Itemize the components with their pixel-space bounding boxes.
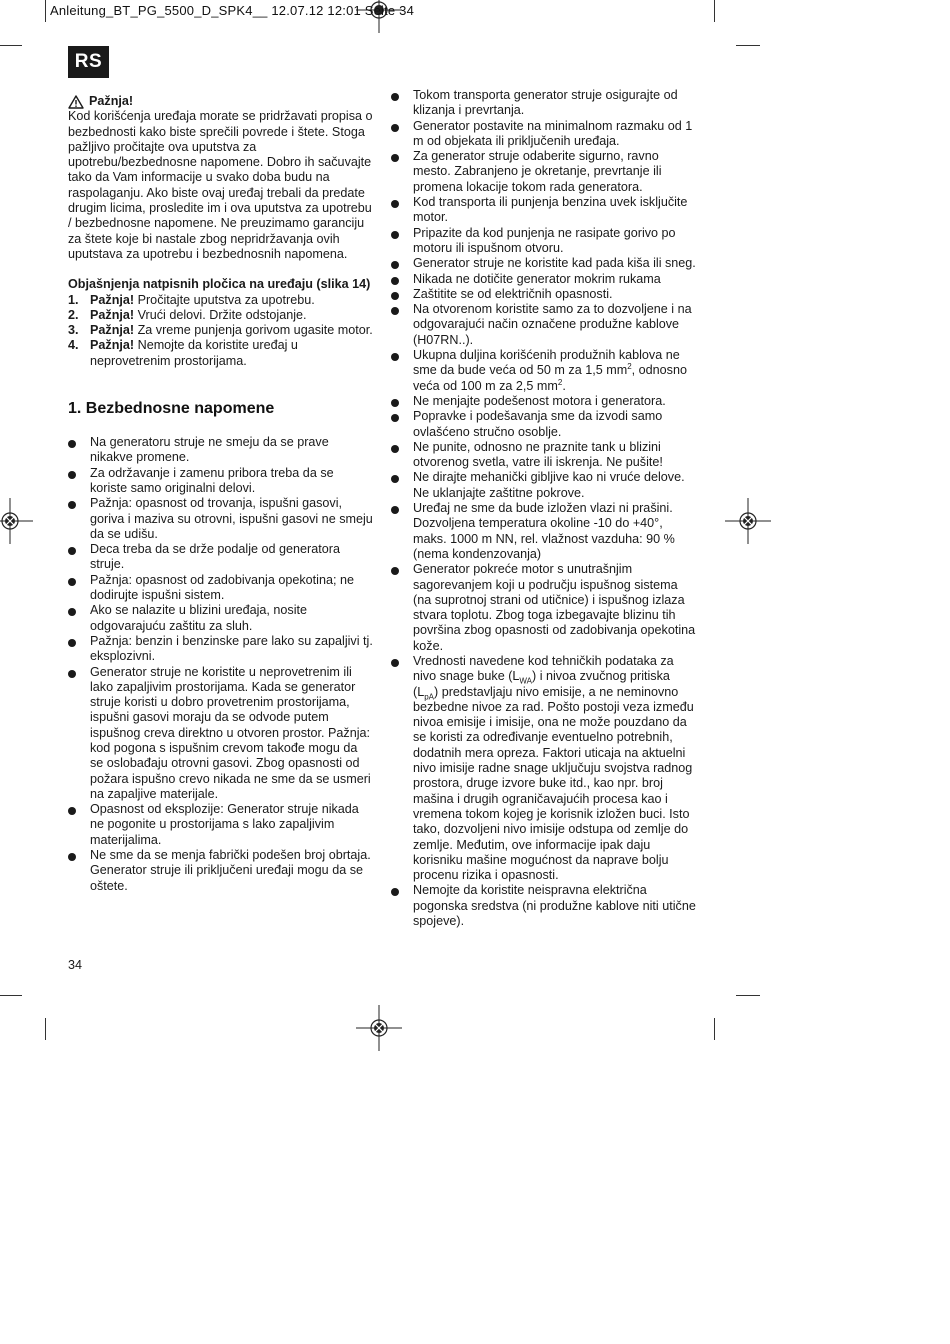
safety-list-left: [68, 435, 373, 894]
list-item: Generator struje ne koristite kad pada kiša ili sneg.: [391, 256, 696, 271]
list-item: Na otvorenom koristite samo za to dozvoljene i na odgovarajući način označene produžne kablove (H07RN..).: [391, 302, 696, 348]
crop-mark: [736, 995, 760, 996]
registration-mark-icon: [725, 498, 771, 544]
list-item: Kod transporta ili punjenja benzina uvek isključite motor.: [391, 195, 696, 226]
bullet-icon: [391, 659, 399, 667]
bullet-icon: [391, 475, 399, 483]
crop-mark: [0, 45, 22, 46]
list-item: Na generatoru struje ne smeju da se prave nikakve promene.: [68, 435, 373, 466]
bullet-icon: [68, 639, 76, 647]
page-number: 34: [68, 958, 83, 972]
bullet-icon: [391, 445, 399, 453]
bullet-icon: [391, 93, 399, 101]
list-item: Opasnost od eksplozije: Generator struje nikada ne pogonite u prostorijama s lako zapaljivim materijalima.: [68, 802, 373, 848]
list-item: Tokom transporta generator struje osigurajte od klizanja i prevrtanja.: [391, 88, 696, 119]
list-item: Za održavanje i zamenu pribora treba da se koriste samo originalni delovi.: [68, 466, 373, 497]
bullet-icon: [68, 578, 76, 586]
safety-list-right: [391, 88, 696, 929]
list-item: 1. Pažnja! Pročitajte uputstva za upotrebu.: [68, 292, 315, 307]
bullet-icon: [391, 399, 399, 407]
bullet-icon: [391, 261, 399, 269]
list-item: Uređaj ne sme da bude izložen vlazi ni prašini. Dozvoljena temperatura okoline -10 do +40°, maks. 1000 m NN, rel. vlažnost vazduha: 90 % (nema kondenzovanja): [391, 501, 696, 562]
right-column: [391, 88, 696, 929]
list-item: Generator postavite na minimalnom razmaku od 1 m od objekata ili priključenih uređaja.: [391, 119, 696, 150]
list-item: Generator struje ne koristite u neprovetrenim ili lako zapaljivim prostorijama. Kada se generator struje koristi u dobro provetrenim prostorijama, ispušni gasovi moraju da se odvode putem ispušnog creva direktno u otvoren prostor. Pažnja: kod pogona s ispušnim crevom takođe mogu da se oslobađaju otrovni gasovi. Zbog opasnosti od požara ispušno crevo nikada ne sme da se usmeri na zapaljive materijale.: [68, 665, 373, 803]
bullet-icon: [391, 567, 399, 575]
list-item: Ne menjajte podešenost motora i generatora.: [391, 394, 696, 409]
list-item: Za generator struje odaberite sigurno, ravno mesto. Zabranjeno je okretanje, prevrtanje ili promena lokacije tokom rada generatora.: [391, 149, 696, 195]
language-badge: RS: [68, 46, 109, 78]
list-item: Ne sme da se menja fabrički podešen broj obrtaja. Generator struje ili priključeni uređaji mogu da se oštete.: [68, 848, 373, 894]
section-title: 1. Bezbednosne napomene: [68, 400, 275, 418]
list-item: Pažnja: opasnost od zadobivanja opekotina; ne dodirujte ispušni sistem.: [68, 573, 373, 604]
bullet-icon: [391, 353, 399, 361]
bullet-icon: [68, 501, 76, 509]
bullet-icon: [68, 807, 76, 815]
bullet-icon: [391, 292, 399, 300]
warning-heading: [68, 94, 373, 109]
bullet-icon: [68, 853, 76, 861]
bullet-icon: [391, 277, 399, 285]
bullet-icon: [68, 670, 76, 678]
list-item: Generator pokreće motor s unutrašnjim sagorevanjem koji u području ispušnog sistema (na suprotnoj strani od utičnice) i ispušnog izlaza stvara toplotu. Zbog toga izbegavajte blizinu tih površina zbog opasnosti od zadobivanja opekotina kože.: [391, 562, 696, 654]
list-item: 3. Pažnja! Za vreme punjenja gorivom ugasite motor.: [68, 323, 373, 338]
crop-mark: [45, 1018, 46, 1040]
bullet-icon: [68, 547, 76, 555]
list-item: Nikada ne dotičite generator mokrim rukama: [391, 272, 696, 287]
bullet-icon: [68, 440, 76, 448]
list-item: Pažnja: opasnost od trovanja, ispušni gasovi, goriva i maziva su otrovni, ispušni gasovi ne smeju da se udišu.: [68, 496, 373, 542]
bullet-icon: [68, 471, 76, 479]
list-item: Ukupna duljina korišćenih produžnih kablova ne sme da bude veća od 50 m za 1,5 $mm^2$, odnosno veća od 100 m za 2,5 $mm^2$.: [391, 348, 696, 394]
registration-mark-icon: [0, 498, 33, 544]
list-item: Vrednosti navedene kod tehničkih podataka za nivo snage buke $(L_{WA})$ i nivoa zvučnog pritiska $(L_{pA})$ predstavljaju nivo emisije, a ne neminovno bezbedne nivoe za rad. Pošto postoji veza između nivoa emisije i imisije, ona ne može pouzdano da se koristi za određivanje eventuelno potrebnih, dodatnih mera opreza. Faktori uticaja na aktuelni nivo imisije radne snage uključuju svojstva radnog prostora, druge izvore buke itd., kao npr. broj mašina i drugih ograničavajućih procesa kao i vremena tokom kojeg je korisnik izložen buci. Isto tako, dozvoljeni nivo imisije odstupa od zemlje do zemlje. Međutim, ove informacije ipak daju korisniku mašine mogućnost da naprave bolju procenu rizika i opasnosti.: [391, 654, 696, 883]
bullet-icon: [391, 154, 399, 162]
list-item: Ako se nalazite u blizini uređaja, nosite odgovarajuću zaštitu za sluh.: [68, 603, 373, 634]
print-header: Anleitung_BT_PG_5500_D_SPK4__ 12.07.12 12:01 Seite 34: [50, 3, 415, 18]
crop-mark: [714, 1018, 715, 1040]
left-column: [68, 94, 373, 894]
list-item: Pripazite da kod punjenja ne rasipate gorivo po motoru ili ispušnom otvoru.: [391, 226, 696, 257]
warning-title: Pažnja!: [89, 94, 134, 108]
labels-explanation-title: Objašnjenja natpisnih pločica na uređaju (slika 14): [68, 277, 371, 292]
list-item: Deca treba da se drže podalje od generatora struje.: [68, 542, 373, 573]
warning-triangle-icon: [68, 95, 84, 109]
list-item: Zaštitite se od električnih opasnosti.: [391, 287, 696, 302]
bullet-icon: [391, 200, 399, 208]
crop-mark: [736, 45, 760, 46]
bullet-icon: [68, 608, 76, 616]
list-item: 2. Pažnja! Vrući delovi. Držite odstojanje.: [68, 307, 307, 322]
crop-mark: [714, 0, 715, 22]
bullet-icon: [391, 414, 399, 422]
list-item: 4. Pažnja! Nemojte da koristite uređaj u neprovetrenim prostorijama.: [68, 338, 298, 368]
list-item: Pažnja: benzin i benzinske pare lako su zapaljivi tj. eksplozivni.: [68, 634, 373, 665]
list-item: Ne punite, odnosno ne praznite tank u blizini otvorenog svetla, vatre ili iskrenja. Ne pušite!: [391, 440, 696, 471]
bullet-icon: [391, 124, 399, 132]
warning-body: Kod korišćenja uređaja morate se pridržavati propisa o bezbednosti kako biste sprečili povrede i štete. Stoga pažljivo pročitajte ova uputstva za upotrebu/bezbednosne napomene. Dobro ih sačuvajte tako da Vam informacije u svako doba budu na raspolaganju. Ako biste ovaj uređaj trebali da predate drugim licima, prosledite im i ova uputstva za upotrebu / bezbednosne napomene. Ne preuzimamo garanciju za štete koje bi nastale zbog nepridržavanja ovih uputstava za upotrebu i bezbednosnih napomena.: [68, 109, 373, 261]
bullet-icon: [391, 307, 399, 315]
list-item: Ne dirajte mehanički gibljive kao ni vruće delove. Ne uklanjajte zaštitne pokrove.: [391, 470, 696, 501]
registration-mark-icon: [356, 1005, 402, 1051]
bullet-icon: [391, 231, 399, 239]
list-item: Nemojte da koristite neispravna električna pogonska sredstva (ni produžne kablove niti utične spojeve).: [391, 883, 696, 929]
bullet-icon: [391, 888, 399, 896]
list-item: Popravke i podešavanja sme da izvodi samo ovlašćeno stručno osoblje.: [391, 409, 696, 440]
crop-mark: [45, 0, 46, 22]
bullet-icon: [391, 506, 399, 514]
crop-mark: [0, 995, 22, 996]
labels-list: [68, 293, 373, 369]
